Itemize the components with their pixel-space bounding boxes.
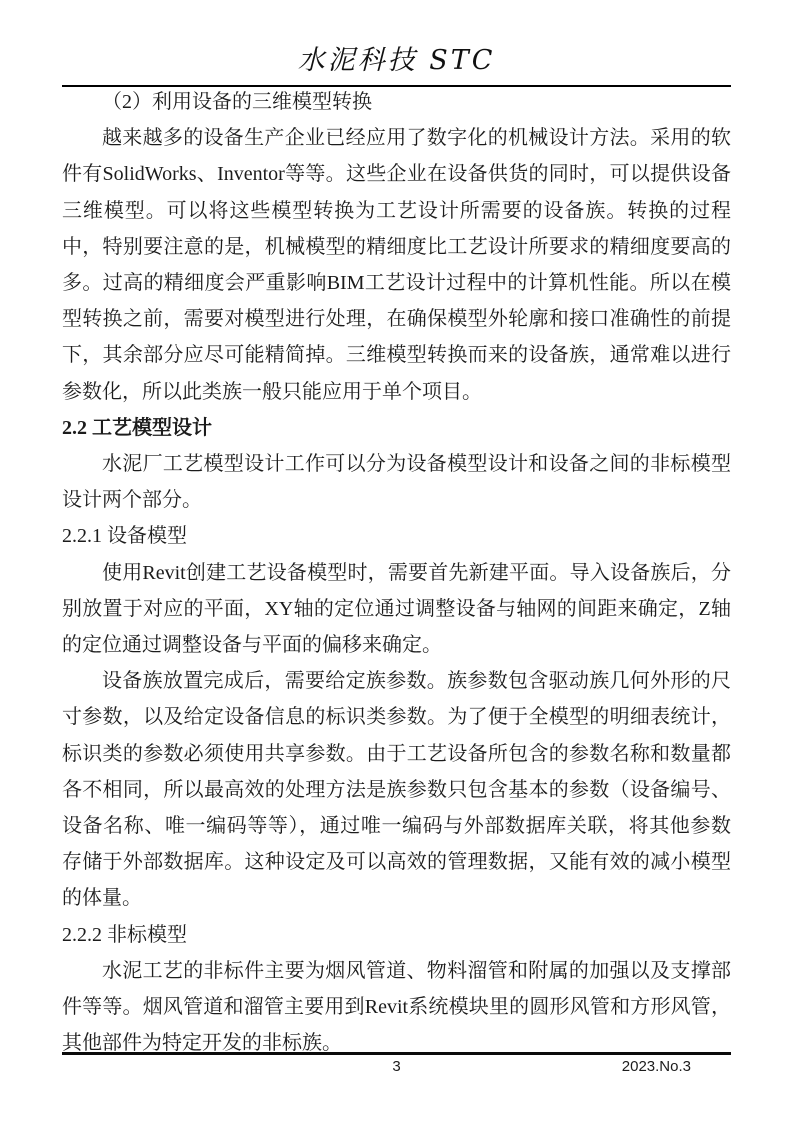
document-body (62, 84, 731, 1061)
subsection-heading-2-2-1: 2.2.1 设备模型 (62, 525, 187, 548)
paragraph-model-conversion-item: （2）利用设备的三维模型转换 (102, 91, 372, 113)
footer-rule (62, 1052, 731, 1055)
paragraph-model-conversion-body: 越来越多的设备生产企业已经应用了数字化的机械设计方法。采用的软件有SolidWorks、Inventor等等。这些企业在设备供货的同时，可以提供设备三维模型。可以将这些模型转换为工艺设计所需要的设备族。转换的过程中，特别要注意的是，机械模型的精细度比工艺设计所要求的精细度要高的多。过高的精细度会严重影响BIM工艺设计过程中的计算机性能。所以在模型转换之前，需要对模型进行处理，在确保模型外轮廓和接口准确性的前提下，其余部分应尽可能精简掉。三维模型转换而来的设备族，通常难以进行参数化，所以此类族一般只能应用于单个项目。 (62, 127, 731, 403)
paragraph-nonstandard-model: 水泥工艺的非标件主要为烟风管道、物料溜管和附属的加强以及支撑部件等等。烟风管道和溜管主要用到Revit系统模块里的圆形风管和方形风管，其他部件为特定开发的非标族。 (62, 959, 731, 1055)
paragraph-equipment-model-1: 使用Revit创建工艺设备模型时，需要首先新建平面。导入设备族后，分别放置于对应的平面，XY轴的定位通过调整设备与轴网的间距来确定，Z轴的定位通过调整设备与平面的偏移来确定。 (62, 561, 731, 657)
footer (62, 1058, 731, 1082)
paragraph-section-intro: 水泥厂工艺模型设计工作可以分为设备模型设计和设备之间的非标模型设计两个部分。 (62, 453, 731, 512)
issue-label: 2023.No.3 (621, 1058, 691, 1075)
journal-title: 水泥科技 STC (297, 45, 496, 76)
subsection-heading-2-2-2: 2.2.2 非标模型 (62, 923, 187, 946)
page-number: 3 (392, 1058, 401, 1075)
section-heading-2-2: 2.2 工艺模型设计 (62, 416, 212, 439)
paragraph-equipment-model-2: 设备族放置完成后，需要给定族参数。族参数包含驱动族几何外形的尺寸参数，以及给定设备信息的标识类参数。为了便于全模型的明细表统计，标识类的参数必须使用共享参数。由于工艺设备所包含的参数名称和数量都各不相同，所以最高效的处理方法是族参数只包含基本的参数（设备编号、设备名称、唯一编码等等），通过唯一编码与外部数据库关联，将其他参数存储于外部数据库。这种设定及可以高效的管理数据，又能有效的减小模型的体量。 (62, 670, 731, 910)
